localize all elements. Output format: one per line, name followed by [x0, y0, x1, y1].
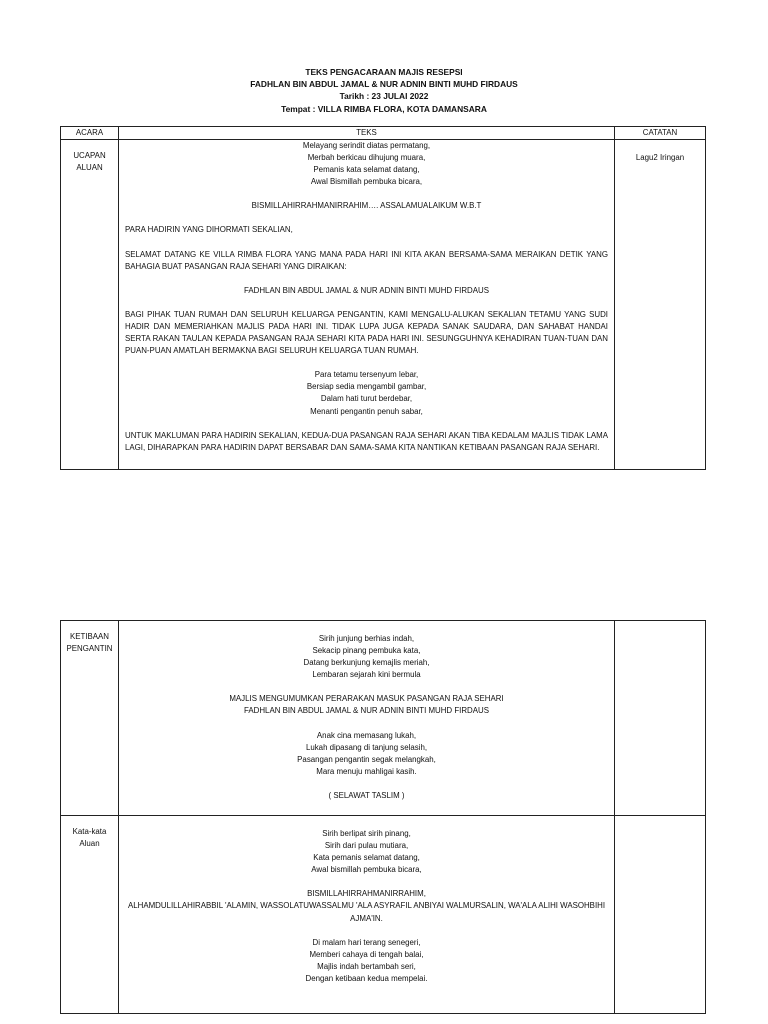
- acara-cell: KETIBAAN PENGANTIN: [61, 621, 119, 816]
- pantun-line: Melayang serindit diatas permatang,: [302, 141, 431, 150]
- table-row-ucapan-aluan: [61, 140, 706, 470]
- pantun-line: Mara menuju mahligai kasih.: [316, 766, 417, 776]
- pantun-line: Awal bismillah pembuka bicara,: [311, 865, 422, 875]
- teks-cell: [119, 816, 615, 1014]
- pantun-line: Lukah dipasang di tanjung selasih,: [305, 742, 428, 752]
- selawat-text: ( SELAWAT TASLIM ): [328, 790, 405, 800]
- pantun-line: Memberi cahaya di tengah balai,: [309, 949, 424, 959]
- pantun-line: Bersiap sedia mengambil gambar,: [306, 382, 427, 392]
- pantun-line: Dalam hati turut berdebar,: [320, 394, 413, 404]
- catatan-cell: [615, 621, 706, 816]
- couple-names: FADHLAN BIN ABDUL JAMAL & NUR ADNIN BINTI MUHD FIRDAUS: [250, 79, 518, 90]
- table-row-kata-aluan: [61, 816, 706, 1014]
- pantun-line: Dengan ketibaan kedua mempelai.: [305, 973, 428, 983]
- pantun-line: Pemanis kata selamat datang,: [313, 165, 420, 175]
- document-header: [0, 66, 768, 115]
- announcement-line: FADHLAN BIN ABDUL JAMAL & NUR ADNIN BINTI MUHD FIRDAUS: [244, 706, 489, 716]
- document-title: TEKS PENGACARAAN MAJIS RESEPSI: [305, 67, 463, 77]
- pantun-line: Merbah berkicau dihujung muara,: [307, 153, 426, 163]
- pantun-line: Awal Bismillah pembuka bicara,: [310, 177, 423, 187]
- bismillah-text: BISMILLAHIRRAHMANIRRAHIM,: [307, 889, 426, 899]
- pantun-line: Di malam hari terang senegeri,: [312, 937, 421, 947]
- pantun-line: Para tetamu tersenyum lebar,: [314, 370, 419, 380]
- pantun-line: Sirih junjung berhias indah,: [318, 634, 415, 643]
- acara-cell: Kata-kata Aluan: [61, 816, 119, 1014]
- catatan-cell: Lagu2 Iringan: [615, 140, 706, 470]
- pantun-line: Sirih berlipat sirih pinang,: [322, 829, 411, 838]
- pantun-line: Majlis indah bertambah seri,: [317, 961, 416, 971]
- pantun-line: Anak cina memasang lukah,: [316, 730, 417, 740]
- event-date: Tarikh : 23 JULAI 2022: [339, 91, 429, 102]
- salam-text: BISMILLAHIRRAHMANIRRAHIM…. ASSALAMUALAIKUM W.B.T: [251, 201, 482, 211]
- table-row-ketibaan-pengantin: [61, 621, 706, 816]
- thanks-paragraph: BAGI PIHAK TUAN RUMAH DAN SELURUH KELUARGA PENGANTIN, KAMI MENGALU-ALUKAN SEKALIAN TETAMU YANG SUDI HADIR DAN MEMERIAHKAN MAJLIS PADA HARI INI. TIDAK LUPA JUGA KEPADA SANAK SAUDARA, DAN SAHABAT HANDAI SERTA RAKAN TAULAN KEPADA PASANGAN RAJA SEHARI KITA PADA HARI INI. SESUNGGUHNYA KEHADIRAN TUAN-TUAN DAN PUAN-PUAN AMATLAH BERMAKNA BAGI SELURUH KELUARGA TUAN RUMAH.: [125, 309, 608, 356]
- header-acara: ACARA: [61, 127, 119, 140]
- header-teks: TEKS: [119, 127, 615, 140]
- teks-cell: [119, 140, 615, 470]
- program-table-page1: [60, 126, 706, 470]
- catatan-cell: [615, 816, 706, 1014]
- hadirin-text: PARA HADIRIN YANG DIHORMATI SEKALIAN,: [125, 225, 293, 235]
- event-venue: Tempat : VILLA RIMBA FLORA, KOTA DAMANSARA: [281, 103, 487, 114]
- welcome-paragraph: SELAMAT DATANG KE VILLA RIMBA FLORA YANG MANA PADA HARI INI KITA AKAN BERSAMA-SAMA MERAIKAN DETIK YANG BAHAGIA BUAT PASANGAN RAJA SEHARI YANG DIRAIKAN:: [125, 249, 608, 271]
- pantun-line: Menanti pengantin penuh sabar,: [310, 406, 423, 416]
- header-catatan: CATATAN: [615, 127, 706, 140]
- program-table-page2: [60, 620, 706, 1014]
- doa-text: ALHAMDULILLAHIRABBIL 'ALAMIN, WASSOLATUWASSALMU 'ALA ASYRAFIL ANBIYAI WALMURSALIN, WA'ALA ALIHI WASOHBIHI AJMA'IN.: [127, 901, 606, 923]
- teks-cell: [119, 621, 615, 816]
- announcement-paragraph: UNTUK MAKLUMAN PARA HADIRIN SEKALIAN, KEDUA-DUA PASANGAN RAJA SEHARI AKAN TIBA KEDALAM MAJLIS TIDAK LAMA LAGI, DIHARAPKAN PARA HADIRIN DAPAT BERSABAR DAN SAMA-SAMA KITA NANTIKAN KETIBAAN PASANGAN RAJA SEHARI.: [125, 430, 608, 452]
- table-header-row: [61, 127, 706, 140]
- pantun-line: Sekacip pinang pembuka kata,: [312, 646, 421, 656]
- announcement-line: MAJLIS MENGUMUMKAN PERARAKAN MASUK PASANGAN RAJA SEHARI: [229, 694, 504, 704]
- pantun-line: Datang berkunjung kemajlis meriah,: [303, 658, 430, 668]
- pantun-line: Kata pemanis selamat datang,: [313, 853, 420, 863]
- acara-cell: UCAPAN ALUAN: [61, 140, 119, 470]
- pantun-line: Lembaran sejarah kini bermula: [312, 670, 421, 680]
- couple-names-line: FADHLAN BIN ABDUL JAMAL & NUR ADNIN BINTI MUHD FIRDAUS: [244, 285, 489, 295]
- pantun-line: Sirih dari pulau mutiara,: [324, 841, 409, 851]
- pantun-line: Pasangan pengantin segak melangkah,: [297, 754, 436, 764]
